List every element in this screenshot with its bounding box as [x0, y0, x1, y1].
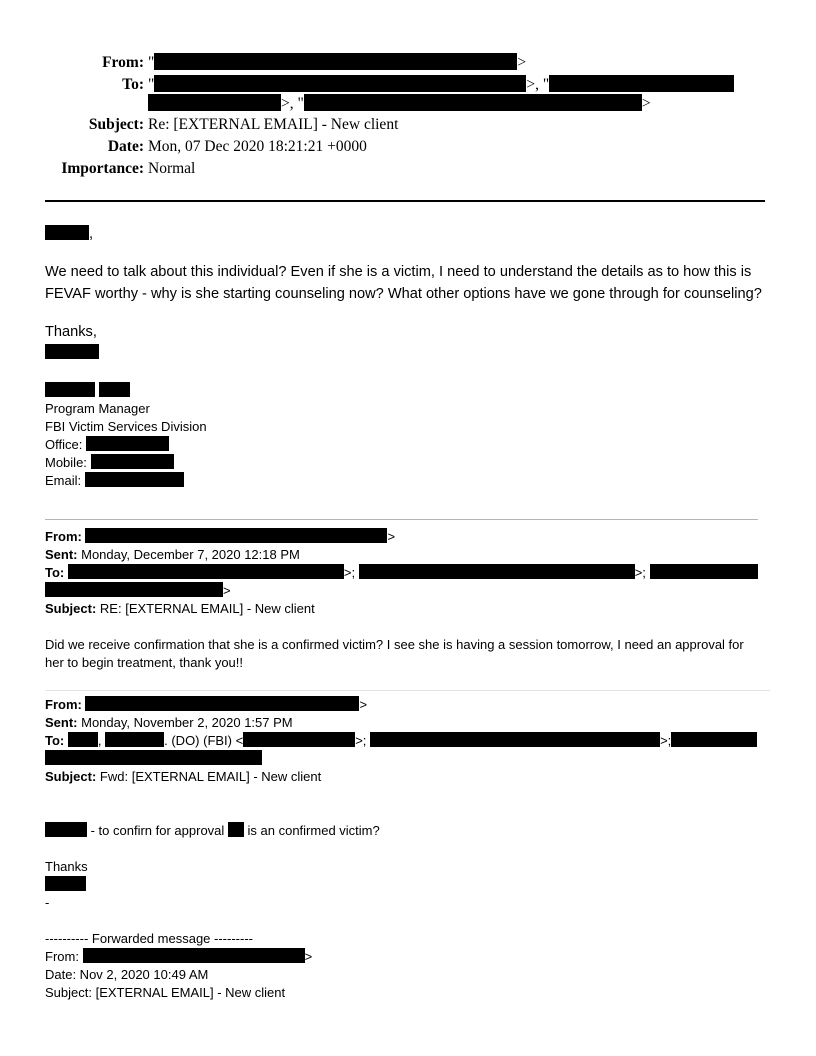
redaction [45, 750, 262, 765]
message-body-line: We need to talk about this individual? Even if she is a victim, I need to understand the details as to how this is [45, 264, 752, 280]
message-divider [45, 519, 758, 520]
from-value: " > [148, 54, 527, 71]
closing: Thanks, [45, 324, 97, 340]
msg2-to: To: >; >; [45, 564, 758, 582]
forwarded-banner: ---------- Forwarded message --------- [45, 931, 253, 946]
redaction [549, 75, 734, 92]
sender-name [45, 876, 86, 894]
msg2-to-continued: > [45, 582, 231, 600]
message-body-line: - to confirn for approval is an confirmed victim? [45, 822, 380, 840]
redaction [243, 732, 355, 747]
redaction [83, 948, 305, 963]
message-body-line: her to begin treatment, thank you!! [45, 655, 244, 670]
header-to-continued [0, 94, 816, 114]
msg2-sent: Sent: Monday, December 7, 2020 12:18 PM [45, 547, 300, 562]
redaction [154, 75, 526, 92]
signature-mobile: Mobile: [45, 454, 174, 472]
redaction [91, 454, 174, 469]
redaction [370, 732, 660, 747]
date-label: Date: [107, 138, 144, 155]
dash-line: - [45, 895, 50, 910]
redaction [671, 732, 757, 747]
redaction [85, 696, 359, 711]
header-divider [45, 200, 765, 202]
redaction [228, 822, 244, 837]
redaction [304, 94, 642, 111]
redaction [45, 822, 87, 837]
msg3-subject: Subject: Fwd: [EXTERNAL EMAIL] - New client [45, 769, 322, 784]
redaction [99, 382, 130, 397]
header-subject-row [0, 115, 816, 135]
to-label: To: [122, 76, 144, 93]
subject-value: Re: [EXTERNAL EMAIL] - New client [148, 116, 399, 133]
msg3-from: From: > [45, 697, 368, 712]
signature-name [45, 382, 130, 400]
to-value-continued: >, " > [148, 94, 651, 114]
importance-value: Normal [148, 160, 196, 177]
redaction [68, 732, 98, 747]
msg2-subject: Subject: RE: [EXTERNAL EMAIL] - New client [45, 601, 315, 616]
closing: Thanks [45, 859, 88, 874]
message-body-line: FEVAF worthy - why is she starting counseling now? What other options have we gone through for counseling? [45, 286, 762, 302]
header-importance-row [0, 159, 816, 179]
msg3-to: To: , . (DO) (FBI) < >; >; [45, 732, 757, 750]
header-to-row [0, 75, 816, 95]
to-value: " >, " [148, 75, 734, 95]
greeting: , [45, 225, 93, 243]
redaction [105, 732, 164, 747]
redaction [45, 225, 89, 240]
redaction [68, 564, 344, 579]
redaction [148, 94, 281, 111]
forwarded-subject: Subject: [EXTERNAL EMAIL] - New client [45, 985, 286, 1000]
sender-name [45, 344, 99, 362]
signature-title: Program Manager [45, 401, 150, 416]
header-date-row [0, 137, 816, 157]
importance-label: Importance: [61, 160, 144, 177]
msg3-to-continued [45, 750, 262, 768]
redaction [45, 344, 99, 359]
redaction [45, 382, 95, 397]
redaction [45, 582, 223, 597]
message-divider [45, 690, 770, 691]
redaction [85, 472, 184, 487]
redaction [86, 436, 169, 451]
redaction [45, 876, 86, 891]
redaction [85, 528, 387, 543]
msg2-from: From: > [45, 529, 396, 544]
forwarded-from: From: > [45, 949, 313, 964]
date-value: Mon, 07 Dec 2020 18:21:21 +0000 [148, 138, 367, 155]
message-body-line: Did we receive confirmation that she is a confirmed victim? I see she is having a session tomorrow, I need an approval for [45, 637, 744, 652]
signature-office: Office: [45, 436, 169, 454]
msg3-sent: Sent: Monday, November 2, 2020 1:57 PM [45, 715, 293, 730]
header-from-row [0, 53, 816, 73]
redaction [359, 564, 635, 579]
forwarded-date: Date: Nov 2, 2020 10:49 AM [45, 967, 209, 982]
subject-label: Subject: [88, 116, 144, 133]
signature-org: FBI Victim Services Division [45, 419, 207, 434]
redaction [650, 564, 758, 579]
from-label: From: [102, 54, 144, 71]
signature-email: Email: [45, 472, 184, 490]
redaction [154, 53, 517, 70]
